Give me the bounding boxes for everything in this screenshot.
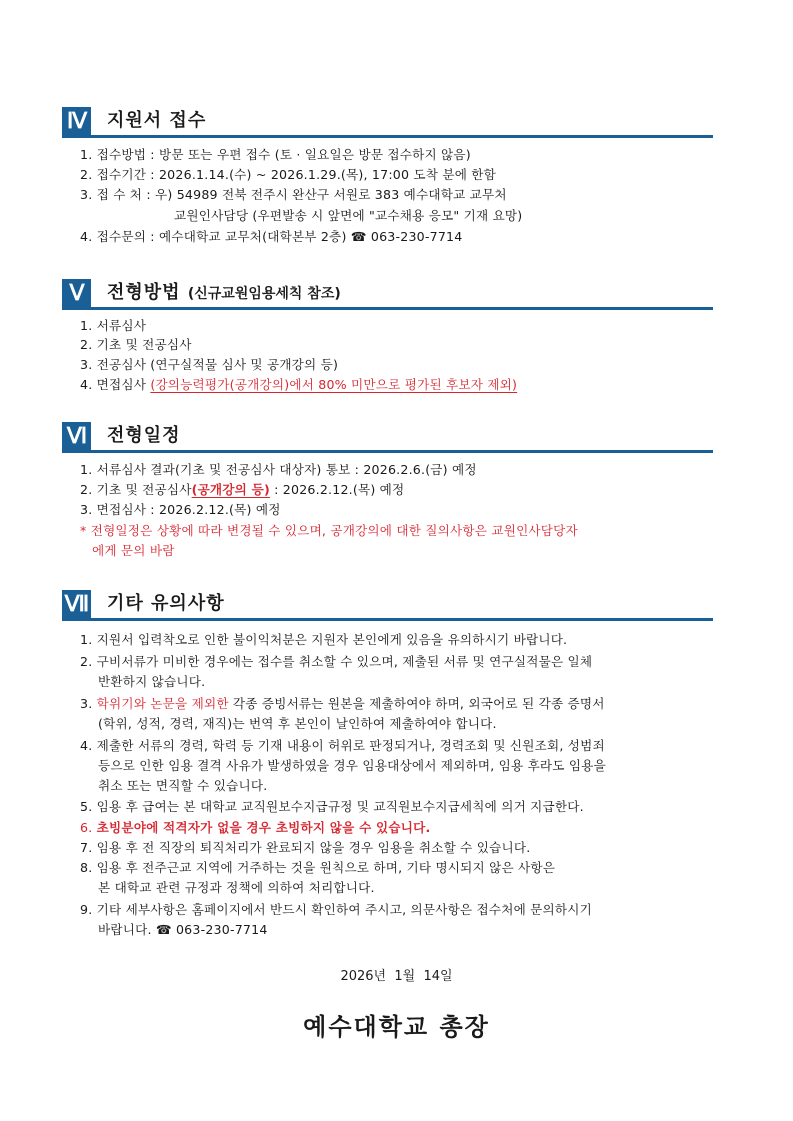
list-item: 4. 접수문의 : 예수대학교 교무처(대학본부 2층) ☎ 063-230-7714 bbox=[80, 229, 463, 244]
section-5-rule bbox=[62, 307, 713, 310]
degree-exception: 학위기와 논문을 제외한 bbox=[96, 696, 229, 711]
list-item-continuation: 바랍니다. ☎ 063-230-7714 bbox=[98, 922, 268, 937]
section-5-title: 전형방법 (신규교원임용세칙 참조) bbox=[107, 282, 341, 303]
section-6-header bbox=[62, 422, 713, 450]
section-4-title: 지원서 접수 bbox=[107, 110, 207, 131]
list-item-continuation: 등으로 인한 임용 결격 사유가 발생하였을 경우 임용대상에서 제외하며, 임용 후라도 임용을 bbox=[98, 758, 606, 773]
list-item: 3. 학위기와 논문을 제외한 각종 증빙서류는 원본을 제출하여야 하며, 외국어로 된 각종 증명서 bbox=[80, 696, 605, 711]
list-item-continuation: 반환하지 않습니다. bbox=[98, 674, 206, 689]
list-item-continuation: 교원인사담당 (우편발송 시 앞면에 "교수채용 응모" 기재 요망) bbox=[174, 208, 523, 223]
section-4-badge: Ⅳ bbox=[62, 107, 91, 135]
issue-date: 2026년 1월 14일 bbox=[340, 969, 453, 984]
list-item: 3. 접 수 처 : 우) 54989 전북 전주시 완산구 서원로 383 예수대학교 교무처 bbox=[80, 187, 507, 202]
section-4-rule bbox=[62, 135, 713, 138]
list-item: 1. 지원서 입력착오로 인한 불이익처분은 지원자 본인에게 있음을 유의하시기 바랍니다. bbox=[80, 632, 568, 647]
list-item: 2. 접수기간 : 2026.1.14.(수) ~ 2026.1.29.(목), 17:00 도착 분에 한함 bbox=[80, 167, 497, 182]
no-qualified-candidate-note: 초빙분야에 적격자가 없을 경우 초빙하지 않을 수 있습니다. bbox=[96, 820, 431, 835]
section-6-badge: Ⅵ bbox=[62, 422, 91, 450]
list-item: 8. 임용 후 전주근교 지역에 거주하는 것을 원칙으로 하며, 기타 명시되지 않은 사항은 bbox=[80, 860, 556, 875]
list-item: 4. 면접심사 (강의능력평가(공개강의)에서 80% 미만으로 평가된 후보자 제외) bbox=[80, 377, 518, 392]
list-item-continuation: 본 대학교 관련 규정과 정책에 의하여 처리합니다. bbox=[98, 880, 375, 895]
section-7-header bbox=[62, 590, 713, 618]
list-item-continuation: (학위, 성적, 경력, 재직)는 번역 후 본인이 날인하여 제출하여야 합니다. bbox=[98, 716, 497, 731]
section-7-badge: Ⅶ bbox=[62, 590, 91, 618]
section-7-rule bbox=[62, 618, 713, 621]
section-6-rule bbox=[62, 450, 713, 453]
list-item: 1. 서류심사 bbox=[80, 318, 147, 333]
exclusion-note: (강의능력평가(공개강의)에서 80% 미만으로 평가된 후보자 제외) bbox=[150, 377, 518, 392]
list-item: 1. 서류심사 결과(기초 및 전공심사 대상자) 통보 : 2026.2.6.(금) 예정 bbox=[80, 462, 477, 477]
list-item: 5. 임용 후 급여는 본 대학교 교직원보수지급규정 및 교직원보수지급세칙에 의거 지급한다. bbox=[80, 799, 584, 814]
section-5-header bbox=[62, 279, 713, 307]
schedule-note: * 전형일정은 상황에 따라 변경될 수 있으며, 공개강의에 대한 질의사항은 교원인사담당자 bbox=[80, 523, 578, 538]
list-item: 3. 면접심사 : 2026.2.12.(목) 예정 bbox=[80, 502, 281, 517]
signature: 예수대학교 총장 bbox=[303, 1013, 490, 1041]
section-5-subtitle: (신규교원임용세칙 참조) bbox=[187, 286, 341, 302]
list-item: 7. 임용 후 전 직장의 퇴직처리가 완료되지 않을 경우 임용을 취소할 수 있습니다. bbox=[80, 840, 531, 855]
list-item-continuation: 취소 또는 면직할 수 있습니다. bbox=[98, 778, 268, 793]
section-6-title: 전형일정 bbox=[107, 425, 181, 446]
section-4-header bbox=[62, 107, 713, 135]
schedule-note-continuation: 에게 문의 바람 bbox=[92, 543, 175, 558]
list-item: 9. 기타 세부사항은 홈페이지에서 반드시 확인하여 주시고, 의문사항은 접수처에 문의하시기 bbox=[80, 902, 592, 917]
section-5-badge: Ⅴ bbox=[62, 279, 91, 307]
list-item: 2. 기초 및 전공심사(공개강의 등) : 2026.2.12.(목) 예정 bbox=[80, 482, 405, 497]
section-7-title: 기타 유의사항 bbox=[107, 593, 225, 614]
list-item: 3. 전공심사 (연구실적물 심사 및 공개강의 등) bbox=[80, 357, 339, 372]
public-lecture-note: (공개강의 등) bbox=[191, 482, 270, 497]
list-item: 2. 기초 및 전공심사 bbox=[80, 337, 192, 352]
list-item: 6. 초빙분야에 적격자가 없을 경우 초빙하지 않을 수 있습니다. bbox=[80, 820, 431, 835]
list-item: 1. 접수방법 : 방문 또는 우편 접수 (토 · 일요일은 방문 접수하지 않음) bbox=[80, 147, 471, 162]
list-item: 2. 구비서류가 미비한 경우에는 접수를 취소할 수 있으며, 제출된 서류 및 연구실적물은 일체 bbox=[80, 654, 593, 669]
list-item: 4. 제출한 서류의 경력, 학력 등 기재 내용이 허위로 판정되거나, 경력조회 및 신원조회, 성범죄 bbox=[80, 738, 605, 753]
